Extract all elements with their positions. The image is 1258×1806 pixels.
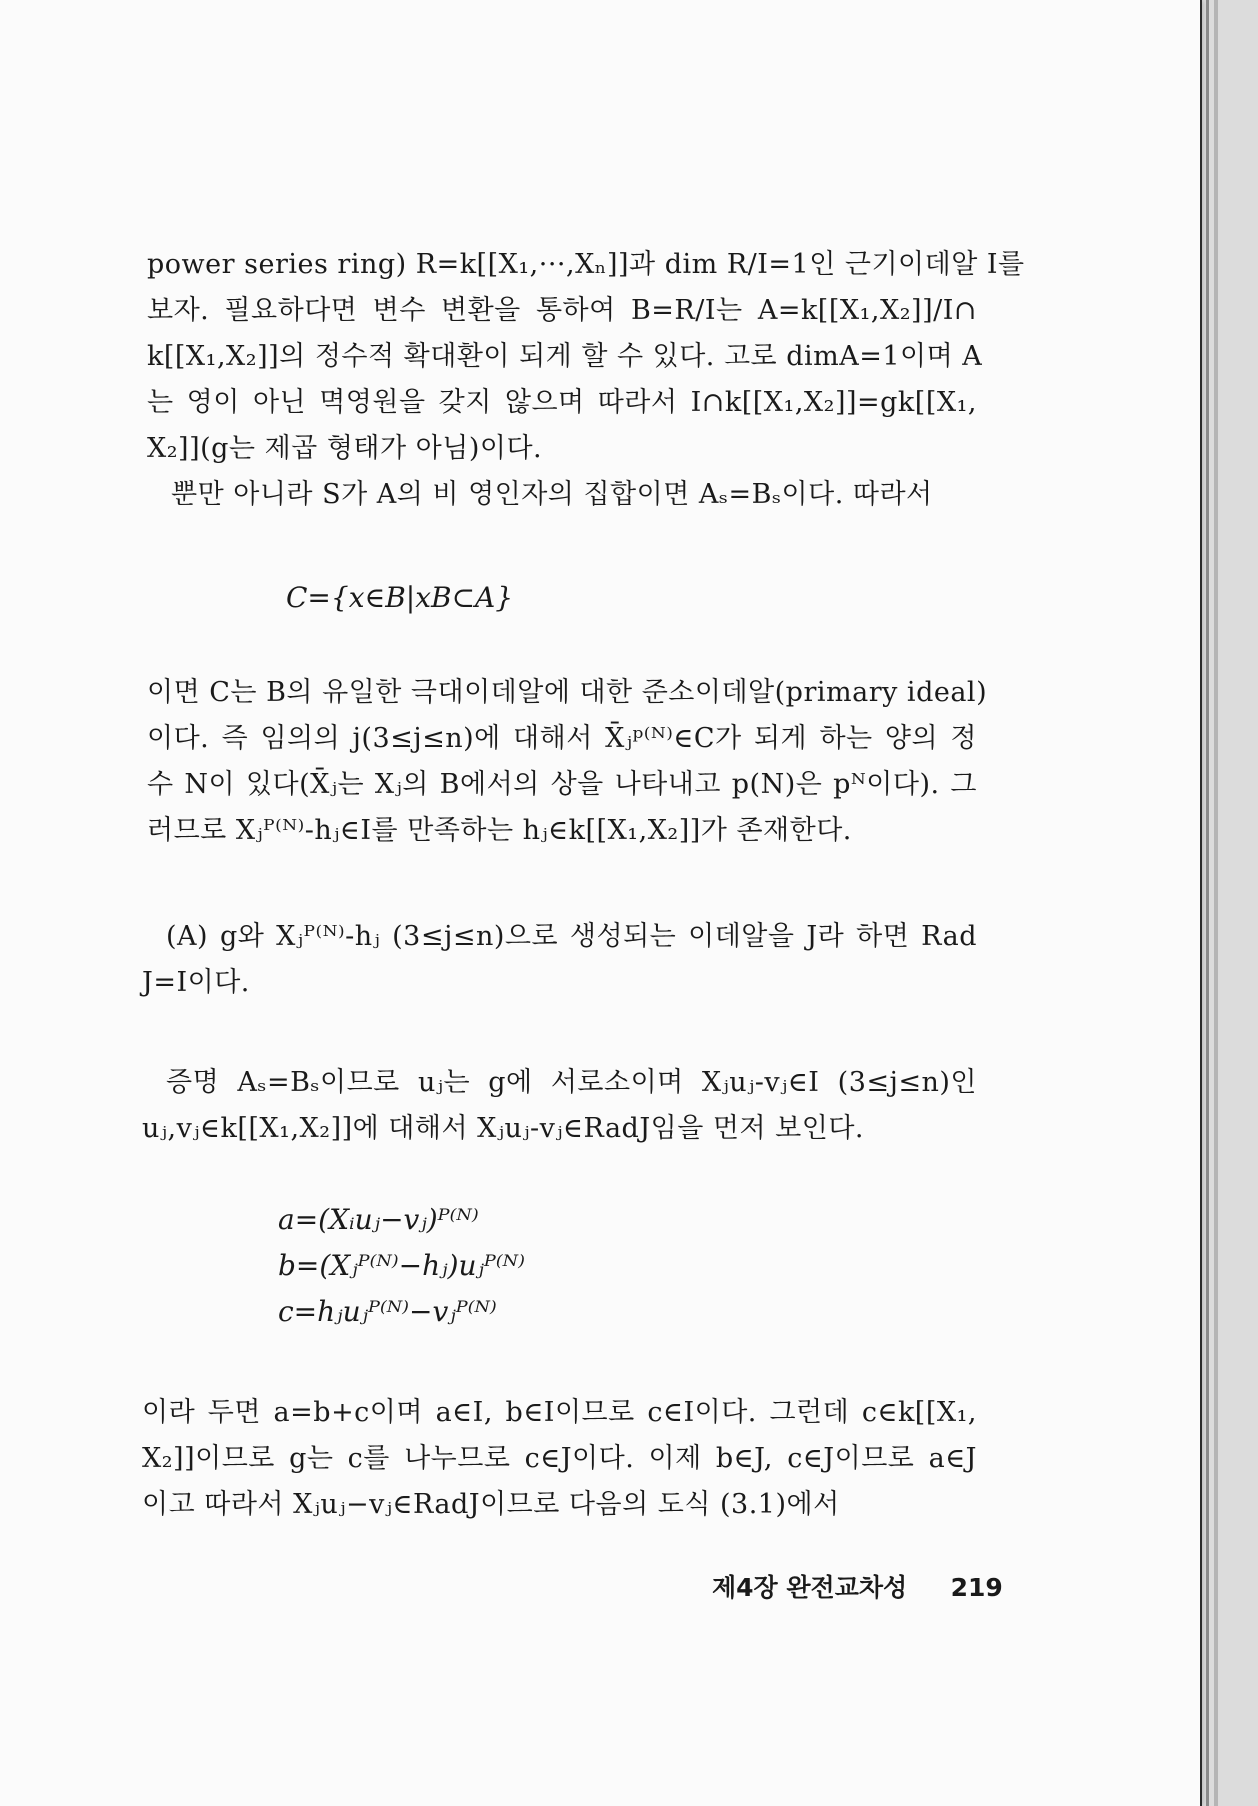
text-line: power series ring) R=k[[X₁,···,Xₙ]]과 dim R/I=1인 근기이데알 I를 xyxy=(147,249,1025,280)
text-line: X₂]](g는 제곱 형태가 아님)이다. xyxy=(147,433,543,464)
lemma-a xyxy=(142,914,977,1006)
text-line: 는 영이 아닌 멱영원을 갖지 않으며 따라서 I∩k[[X₁,X₂]]=gk[[X₁, xyxy=(147,387,977,418)
text-line: 이면 C는 B의 유일한 극대이데알에 대한 준소이데알(primary ideal) xyxy=(147,677,988,708)
page-edge xyxy=(1206,0,1209,1806)
text-line: 러므로 Xⱼᴾ⁽ᴺ⁾-hⱼ∈I를 만족하는 hⱼ∈k[[X₁,X₂]]가 존재한다. xyxy=(147,815,852,846)
text-line: 이다. 즉 임의의 j(3≤j≤n)에 대해서 X̄ⱼᵖ⁽ᴺ⁾∈C가 되게 하는 양의 정 xyxy=(147,723,977,754)
page-edge xyxy=(1200,0,1202,1806)
text-line: (A) g와 Xⱼᴾ⁽ᴺ⁾-hⱼ (3≤j≤n)으로 생성되는 이데알을 J라 하면 Rad xyxy=(166,921,977,952)
paragraph-intro xyxy=(147,242,1025,518)
page-number: 219 xyxy=(950,1573,1003,1602)
text-line: 뿐만 아니라 S가 A의 비 영인자의 집합이면 Aₛ=Bₛ이다. 따라서 xyxy=(171,479,933,510)
page-edge xyxy=(1214,0,1218,1806)
formula-set-c: C={x∈B|xB⊂A} xyxy=(286,581,514,614)
text-line: X₂]]이므로 g는 c를 나누므로 c∈J이다. 이제 b∈J, c∈J이므로 a∈J xyxy=(142,1443,977,1474)
formula-b: b=(Xⱼᴾ⁽ᴺ⁾−hⱼ)uⱼᴾ⁽ᴺ⁾ xyxy=(278,1249,525,1282)
text-line: 보자. 필요하다면 변수 변환을 통하여 B=R/I는 A=k[[X₁,X₂]]/I∩ xyxy=(147,295,977,326)
text-line: J=I이다. xyxy=(142,967,250,998)
page-footer xyxy=(712,1568,1003,1604)
text-line: 증명 Aₛ=Bₛ이므로 uⱼ는 g에 서로소이며 Xⱼuⱼ-vⱼ∈I (3≤j≤n)인 xyxy=(166,1067,977,1098)
text-line: uⱼ,vⱼ∈k[[X₁,X₂]]에 대해서 Xⱼuⱼ-vⱼ∈RadJ임을 먼저 보인다. xyxy=(142,1113,864,1144)
formula-a: a=(Xᵢuⱼ−vⱼ)ᴾ⁽ᴺ⁾ xyxy=(278,1203,479,1236)
text-line: 이고 따라서 Xⱼuⱼ−vⱼ∈RadJ이므로 다음의 도식 (3.1)에서 xyxy=(142,1489,840,1520)
chapter-title: 제4장 완전교차성 xyxy=(712,1573,908,1602)
text-line: k[[X₁,X₂]]의 정수적 확대환이 되게 할 수 있다. 고로 dimA=1이며 A xyxy=(147,341,983,372)
formula-c: c=hⱼuⱼᴾ⁽ᴺ⁾−vⱼᴾ⁽ᴺ⁾ xyxy=(278,1295,497,1328)
proof-paragraph xyxy=(142,1060,977,1152)
paragraph-conclusion xyxy=(142,1390,977,1528)
paragraph-primary-ideal xyxy=(147,670,988,854)
text-line: 수 N이 있다(X̄ⱼ는 Xⱼ의 B에서의 상을 나타내고 p(N)은 pᴺ이다). 그 xyxy=(147,769,977,800)
text-line: 이라 두면 a=b+c이며 a∈I, b∈I이므로 c∈I이다. 그런데 c∈k[[X₁, xyxy=(142,1397,977,1428)
